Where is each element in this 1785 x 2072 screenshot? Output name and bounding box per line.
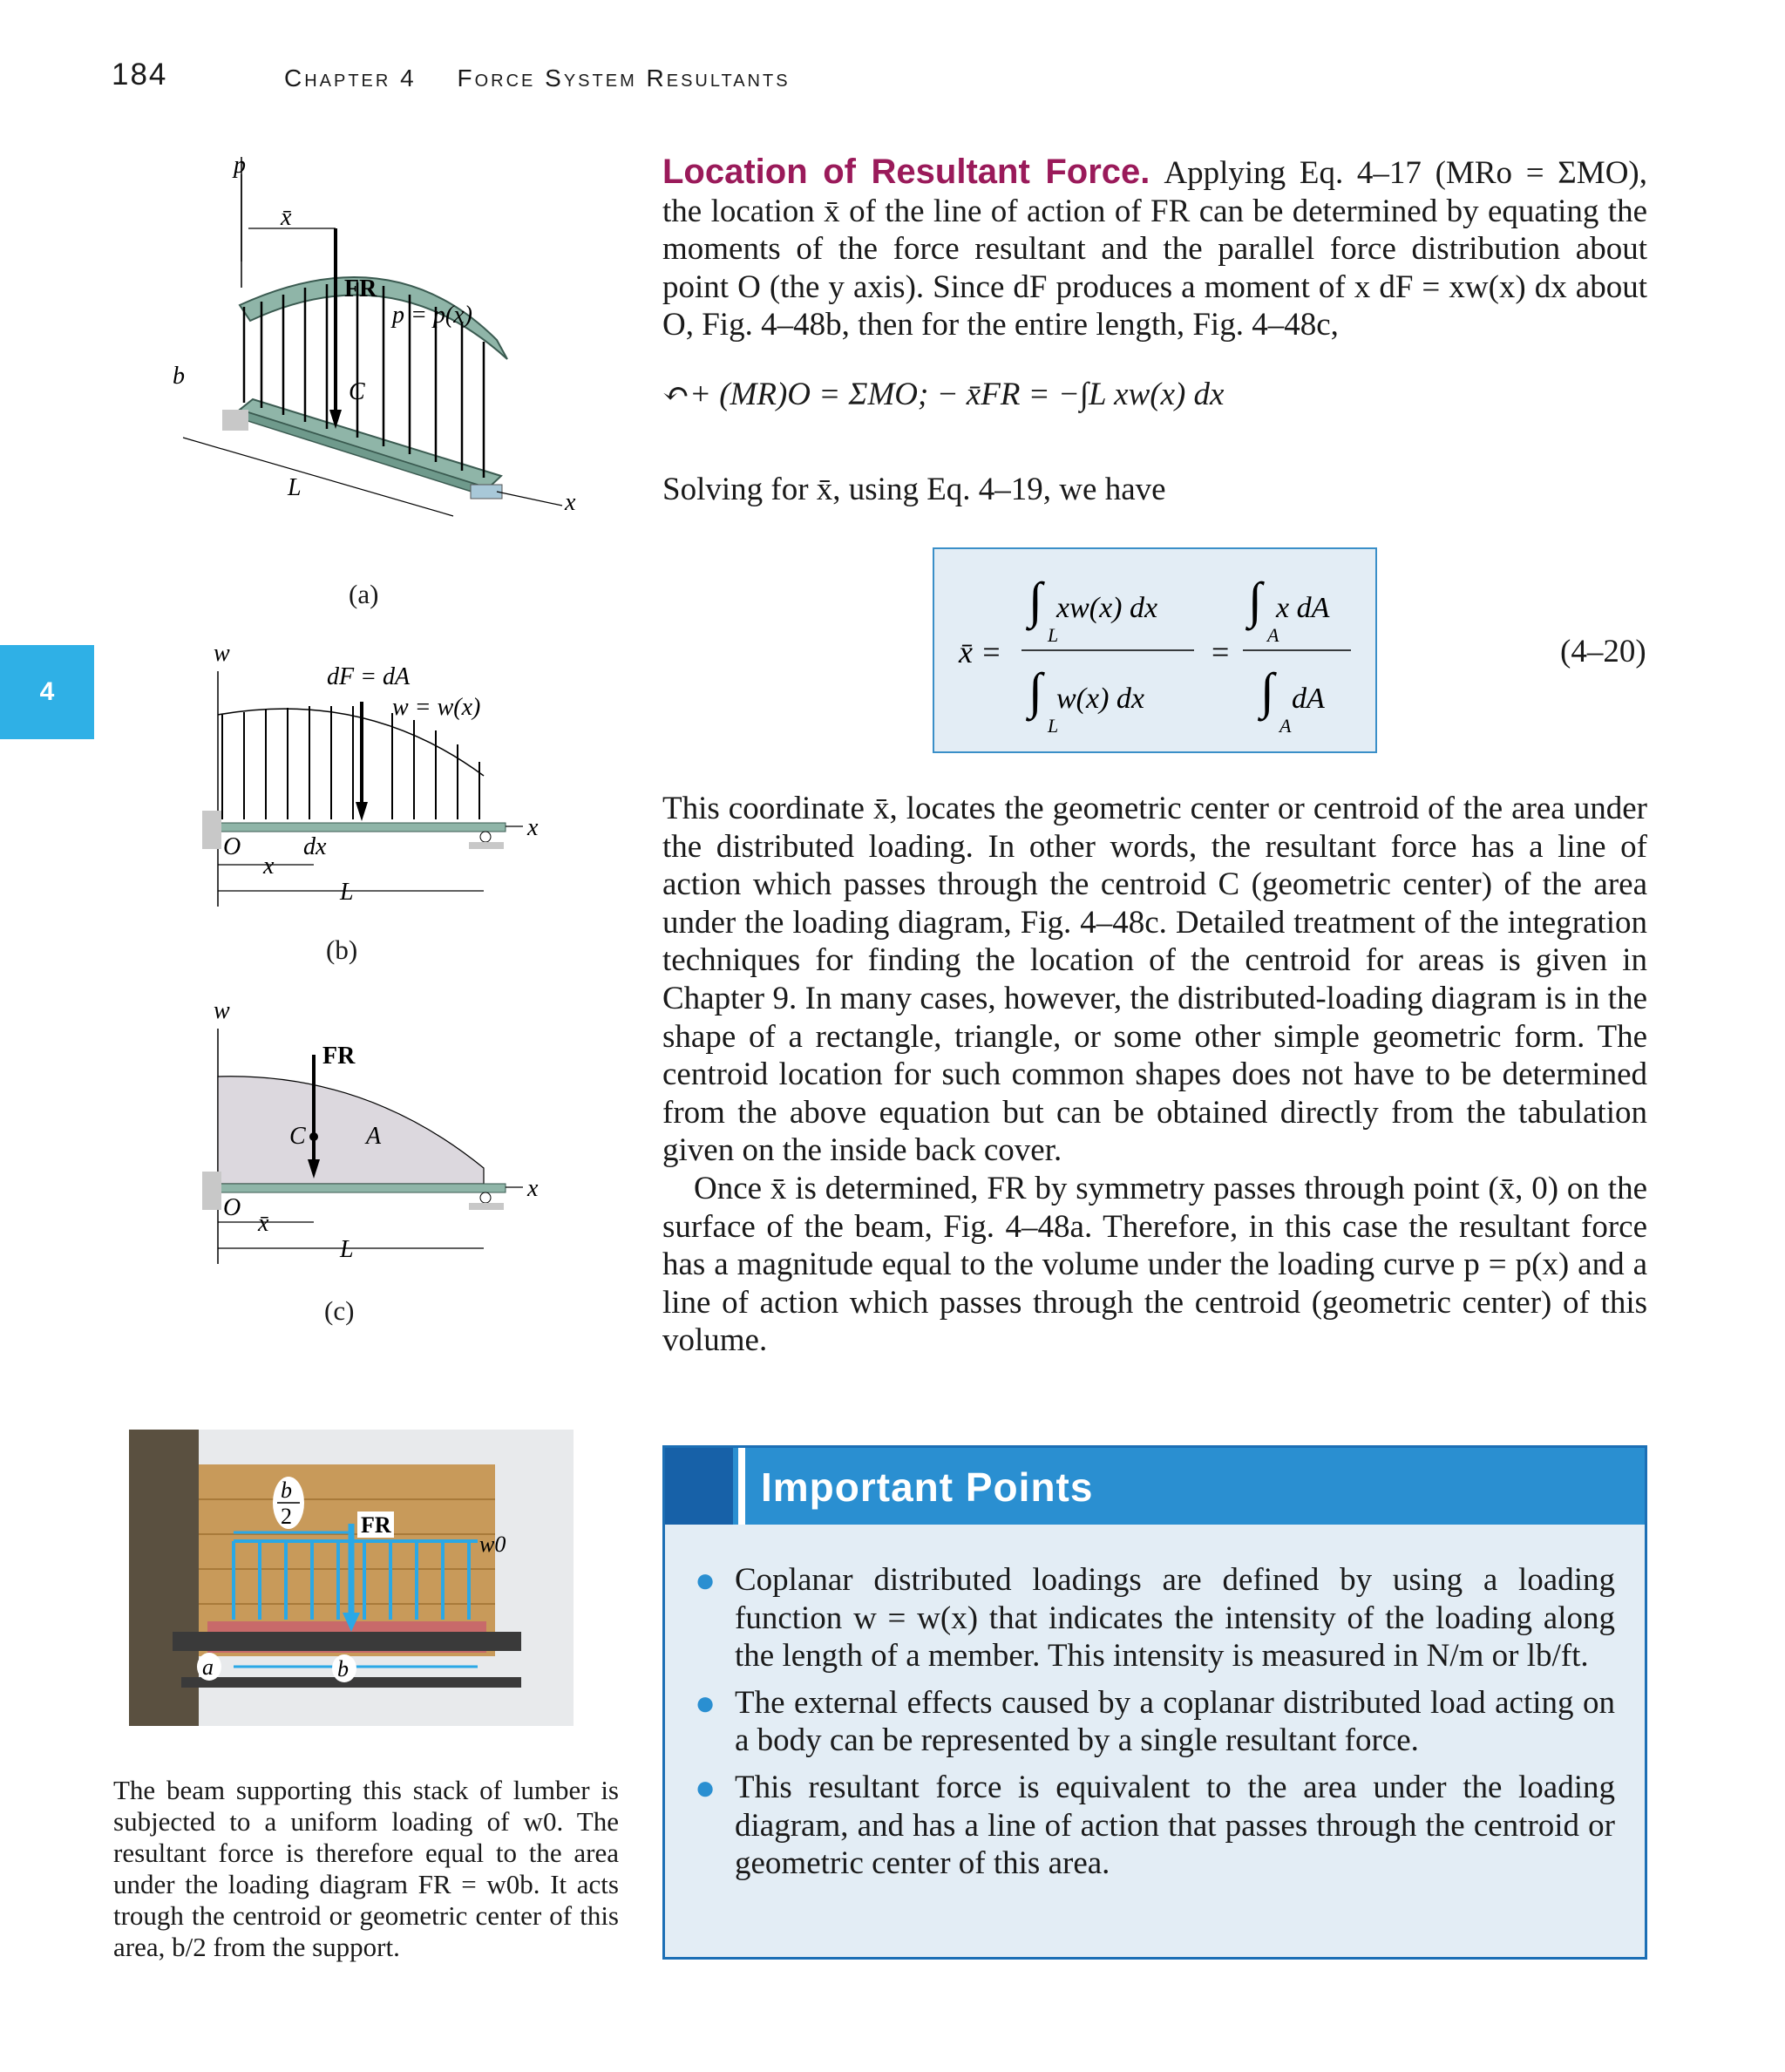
eq-sub1a: L [1048, 624, 1059, 646]
support-beam [173, 1632, 521, 1651]
photo-w0-label: w0 [479, 1532, 506, 1557]
fig-c-xbar-label: x̄ [258, 1210, 269, 1237]
fig-a-FR-label: FR [344, 275, 377, 302]
fig-c-C-label: C [289, 1123, 306, 1150]
equation-number: (4–20) [1560, 634, 1646, 669]
fig-c-centroid [309, 1132, 318, 1141]
important-points-box [662, 1445, 1647, 1960]
important-points-header [665, 1448, 1645, 1525]
figure-c [192, 994, 558, 1273]
centroid-equation [934, 549, 1379, 755]
running-header [284, 65, 822, 92]
fig-b-w-label: w [214, 640, 230, 667]
fig-a-xbar-label: x̄ [281, 204, 292, 231]
lumber-photo [129, 1430, 574, 1726]
eq-int-den1: ∫ [1028, 662, 1042, 719]
eq-num1: xw(x) dx [1056, 592, 1158, 624]
fig-a-p-label: p [234, 157, 246, 179]
paragraph-1: This coordinate x̄, locates the geometric center or centroid of the area under the distributed loading. In other words, the resultant force has a line of action which passes through the centroid C (geometric center) of the area under the loading diagram, Fig. 4–48c. Detailed treatment of the integration techniques for finding the location of the centroid for areas is given in Chapter 9. In many cases, however, the distributed-loading diagram is in the shape of a rectangle, triangle, or some other simple geometric form. The centroid location for such common shapes does not have to be determined from the above equation but can be obtained directly from the tabulation given on the inside back cover. [662, 791, 1647, 1169]
eq-num2: x dA [1276, 592, 1330, 624]
fig-c-O-label: O [223, 1194, 241, 1221]
fig-a-C-label: C [349, 378, 365, 405]
eq-sub2b: A [1279, 715, 1292, 737]
fig-b-dx-label: dx [303, 833, 327, 860]
fig-b-xdim-label: x [263, 853, 275, 880]
eq-den1: w(x) dx [1056, 683, 1145, 715]
list-item: ● The external effects caused by a coplanar distributed load acting on a body can be represented by a single resultant force. [695, 1682, 1615, 1759]
fig-b-O-label: O [223, 833, 241, 860]
fig-c-beam [218, 1184, 506, 1192]
fig-a-x-label: x [565, 489, 576, 516]
fig-b-curve-label: w = w(x) [392, 694, 481, 721]
photo-bdim-label: b [337, 1656, 349, 1681]
paragraph-2: Once x̄ is determined, FR by symmetry passes through point (x̄, 0) on the surface of the beam, Fig. 4–48a. Therefore, in this case the resultant force has a magnitude equal to the volume under the loading curve p = p(x) and a line of action which passes through the centroid (geometric center) of this volume. [662, 1170, 1647, 1359]
list-item: ● Coplanar distributed loadings are defined by using a loading function w = w(x) that indicates the intensity of the loading along the length of a member. This intensity is measured in N/m or lb/ft. [695, 1560, 1615, 1675]
figure-a [131, 157, 619, 523]
fig-c-A-label: A [366, 1123, 382, 1150]
fig-a-b-label: b [173, 363, 185, 390]
fig-a-curve-label: p = p(x) [392, 302, 472, 329]
fig-c-support-left [202, 1172, 221, 1210]
fig-c-x-label: x [527, 1175, 539, 1202]
figure-c-label: (c) [324, 1295, 355, 1326]
eq-sub1b: L [1048, 715, 1059, 737]
eq-lhs: x̄ = [959, 635, 1002, 669]
fig-c-w-label: w [214, 997, 230, 1024]
section-intro [662, 153, 1647, 344]
eq-int-num1: ∫ [1028, 572, 1042, 628]
fig-c-support-right [469, 1203, 504, 1210]
important-points-title: Important Points [761, 1464, 1094, 1510]
chapter-side-tab[interactable]: 4 [0, 645, 94, 739]
page-number: 184 [112, 58, 168, 92]
figure-b-label: (b) [326, 934, 358, 965]
figure-b [192, 636, 558, 915]
photo-caption: The beam supporting this stack of lumber is subjected to a uniform loading of w0. The resultant force is therefore equal to the area under the loading diagram FR = w0b. It acts trough the centroid or geometric center of this area, b/2 from the support. [113, 1775, 619, 1962]
list-item: ● This resultant force is equivalent to the area under the loading diagram, and has a line of action that passes through the centroid or geometric center of this area. [695, 1767, 1615, 1882]
section-intro-text: Applying Eq. 4–17 (MRo = ΣMO), the location x̄ of the line of action of FR can be determined by equating the moments of the force resultant and the parallel force distribution about point O (the y axis). Since dF produces a moment of x dF = xw(x) dx about O, Fig. 4–48b, then for the entire length, Fig. 4–48c, [662, 155, 1647, 343]
fig-b-L-label: L [340, 879, 354, 906]
fig-b-x-label: x [527, 814, 539, 841]
fig-b-dF-label: dF = dA [327, 663, 411, 690]
fig-c-L-label: L [340, 1236, 354, 1263]
fig-b-beam [218, 823, 506, 832]
photo-a-label: a [202, 1654, 214, 1680]
fig-a-x-axis [497, 492, 562, 506]
bullet-icon: ● [695, 1767, 716, 1807]
photo-b-label: b [281, 1478, 292, 1503]
eq-int-den2: ∫ [1260, 662, 1274, 719]
bullet-icon: ● [695, 1682, 716, 1722]
eq-int-num2: ∫ [1248, 572, 1262, 628]
centroid-equation-box [933, 547, 1377, 753]
fig-b-support-right [469, 842, 504, 849]
fig-c-area [218, 1077, 484, 1184]
moment-equation: ↶+ (MR)O = ΣMO; − x̄FR = −∫L xw(x) dx [662, 377, 1225, 412]
photo-2-label: 2 [281, 1504, 292, 1529]
fig-a-support-left [222, 410, 248, 431]
body-paragraphs [662, 790, 1647, 1360]
bullet-icon: ● [695, 1560, 716, 1600]
solving-text: Solving for x̄, using Eq. 4–19, we have [662, 472, 1166, 507]
chapter-title: Force System Resultants [457, 65, 791, 92]
photo-FR-label: FR [361, 1512, 391, 1538]
eq-sub2a: A [1267, 624, 1279, 646]
section-heading: Location of Resultant Force. [662, 153, 1150, 191]
figure-a-label: (a) [349, 579, 379, 609]
fig-a-L-label: L [288, 474, 302, 501]
eq-den2: dA [1292, 683, 1325, 715]
eq-equals: = [1211, 635, 1230, 669]
fig-b-load-arrows [222, 706, 479, 819]
fig-b-support-left [202, 811, 221, 849]
fig-c-FR-label: FR [322, 1043, 356, 1070]
chapter-label: Chapter 4 [284, 65, 417, 92]
important-points-list [691, 1561, 1615, 1892]
